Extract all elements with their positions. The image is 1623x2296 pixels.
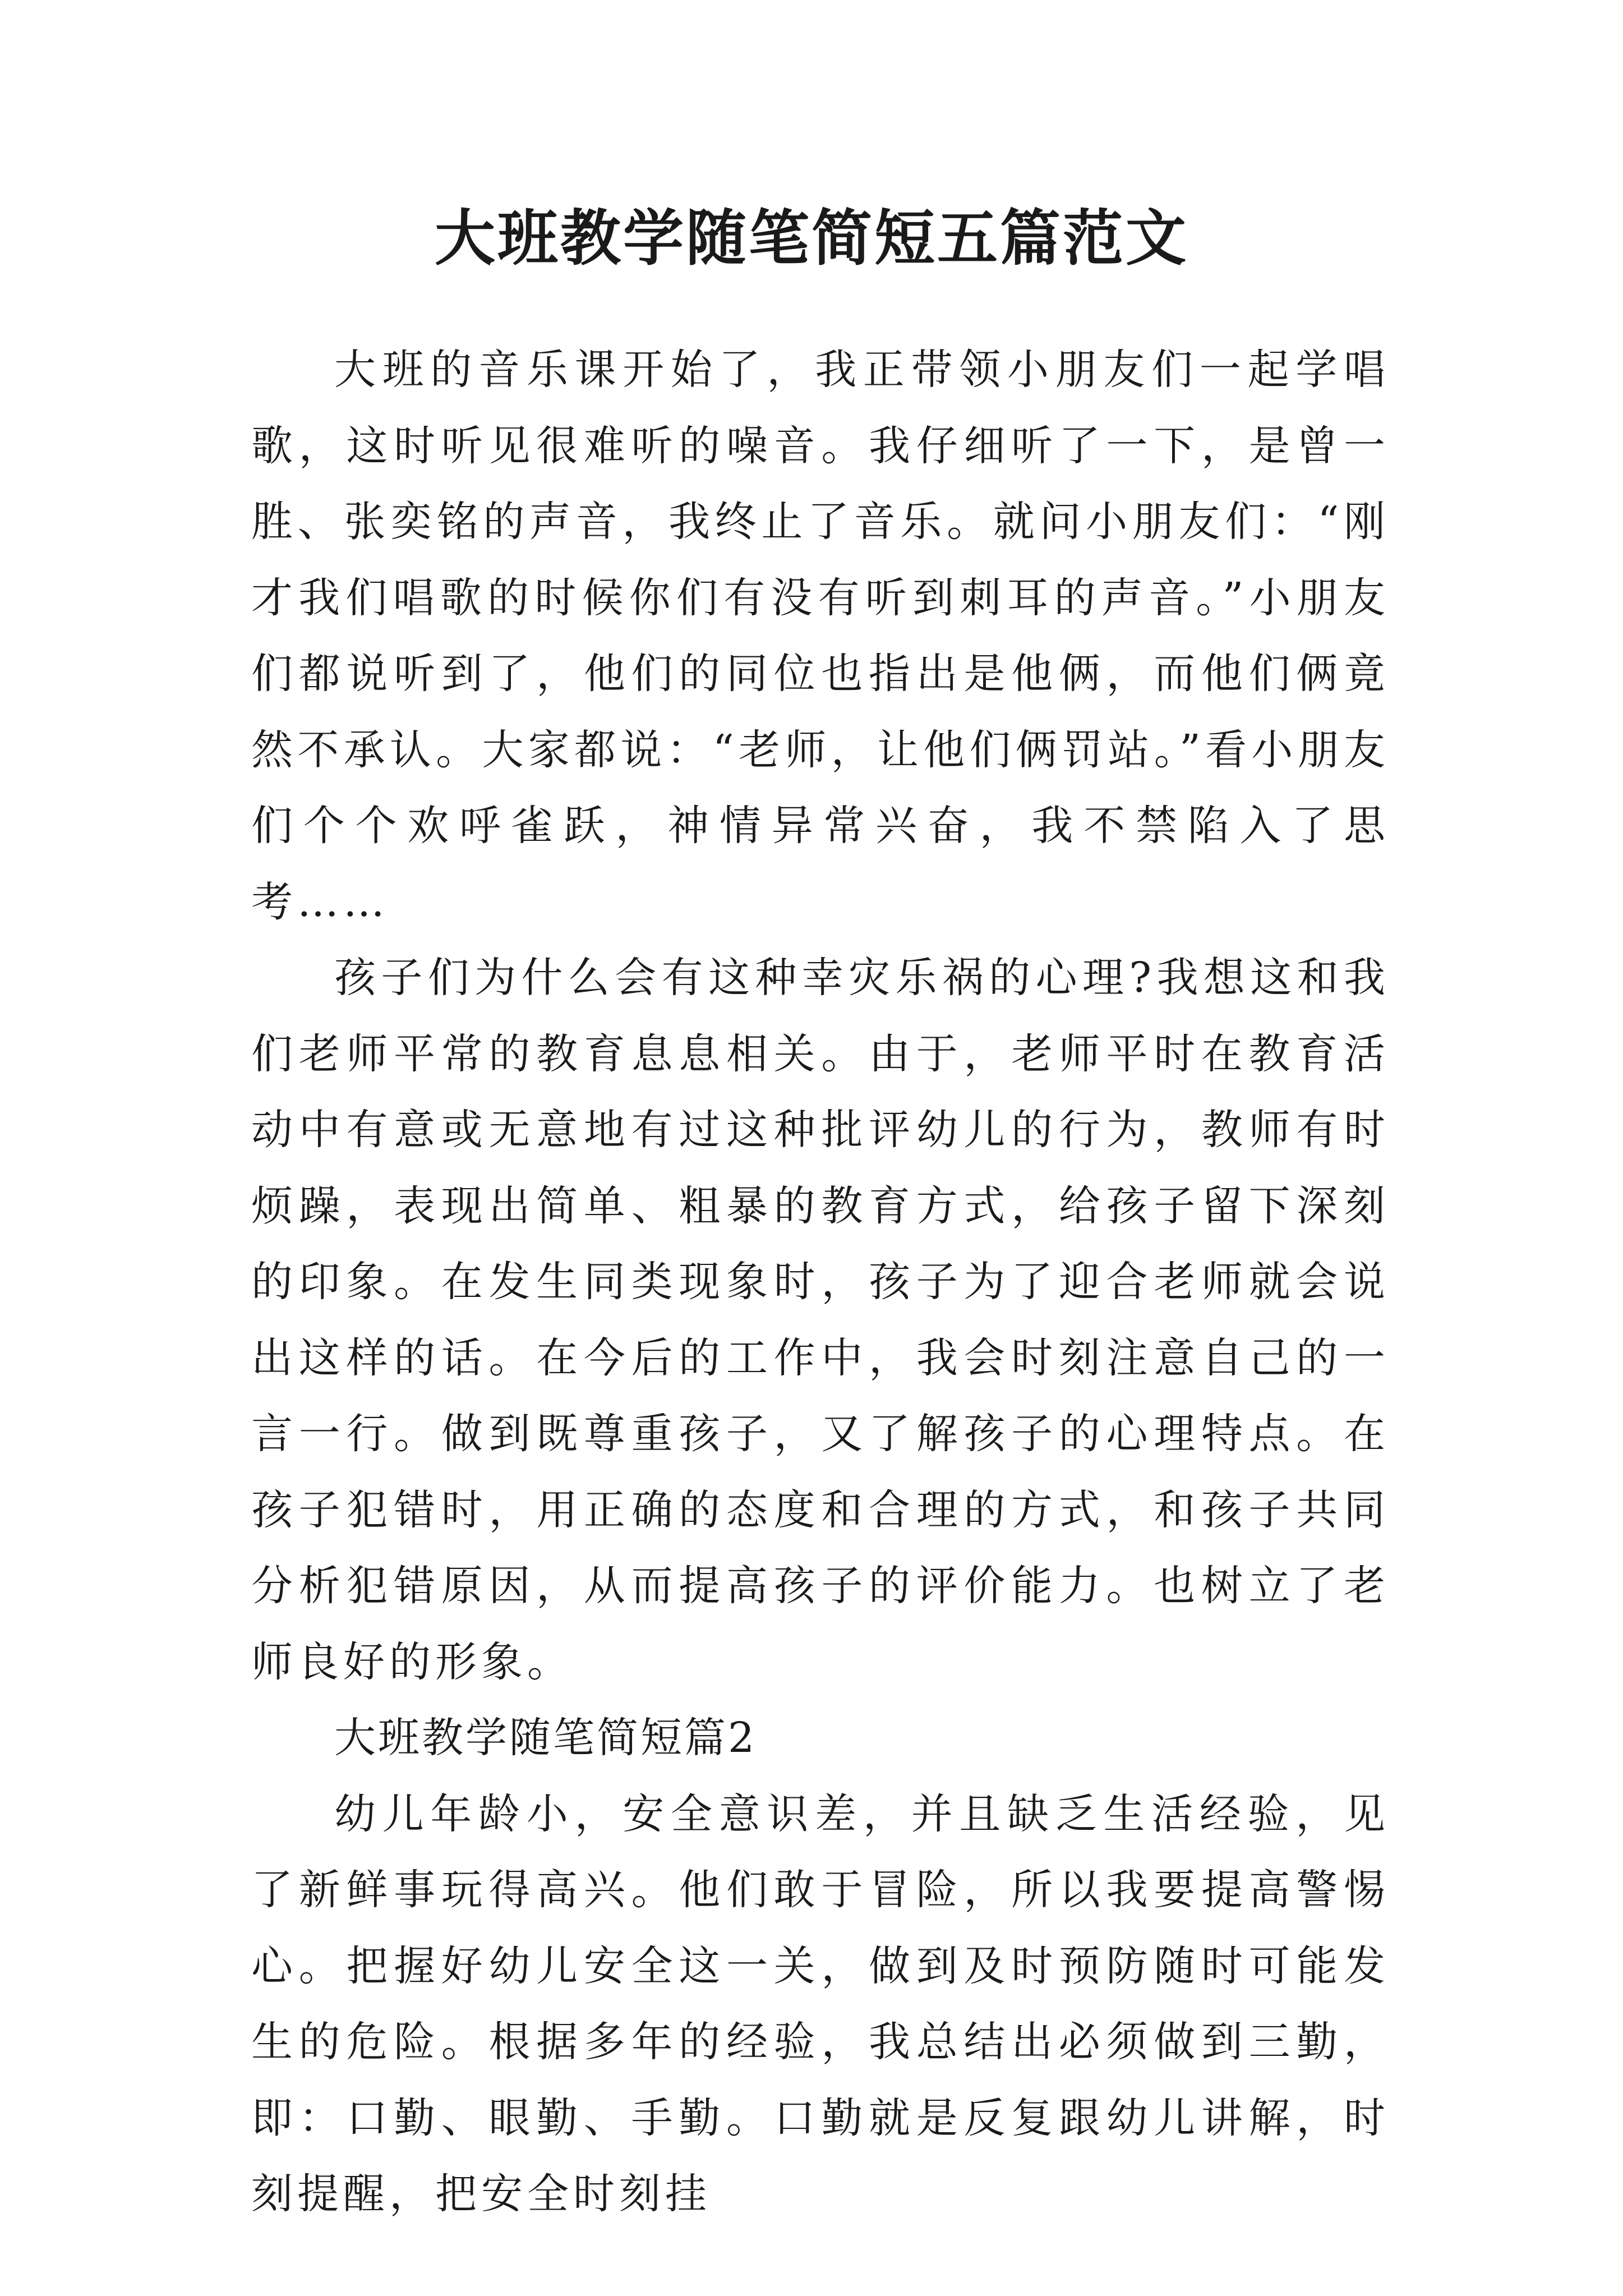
paragraph-2: 孩子们为什么会有这种幸灾乐祸的心理?我想这和我们老师平常的教育息息相关。由于，老师平时在教育活动中有意或无意地有过这种批评幼儿的行为，教师有时烦躁，表现出简单、粗暴的教育方式，给孩子留下深刻的印象。在发生同类现象时，孩子为了迎合老师就会说出这样的话。在今后的工作中，我会时刻注意自己的一言一行。做到既尊重孩子，又了解孩子的心理特点。在孩子犯错时，用正确的态度和合理的方式，和孩子共同分析犯错原因，从而提高孩子的评价能力。也树立了老师良好的形象。 — [251, 954, 1390, 1686]
document-title: 大班教学随笔简短五篇范文 — [434, 203, 1188, 274]
paragraph-3: 幼儿年龄小，安全意识差，并且缺乏生活经验，见了新鲜事玩得高兴。他们敢于冒险，所以我要提高警惕心。把握好幼儿安全这一关，做到及时预防随时可能发生的危险。根据多年的经验，我总结出必须做到三勤，即：口勤、眼勤、手勤。口勤就是反复跟幼儿讲解，时刻提醒，把安全时刻挂 — [251, 1789, 1390, 2218]
paragraph-1: 大班的音乐课开始了，我正带领小朋友们一起学唱歌，这时听见很难听的噪音。我仔细听了一下，是曾一胜、张奕铭的声音，我终止了音乐。就问小朋友们：“刚才我们唱歌的时候你们有没有听到刺耳的声音。”小朋友们都说听到了，他们的同位也指出是他俩，而他们俩竟然不承认。大家都说：“老师，让他们俩罚站。”看小朋友们个个欢呼雀跃，神情异常兴奋，我不禁陷入了思考…… — [251, 346, 1390, 926]
document-body — [251, 332, 1390, 2233]
section-heading-2: 大班教学随笔简短篇2 — [334, 1714, 757, 1762]
